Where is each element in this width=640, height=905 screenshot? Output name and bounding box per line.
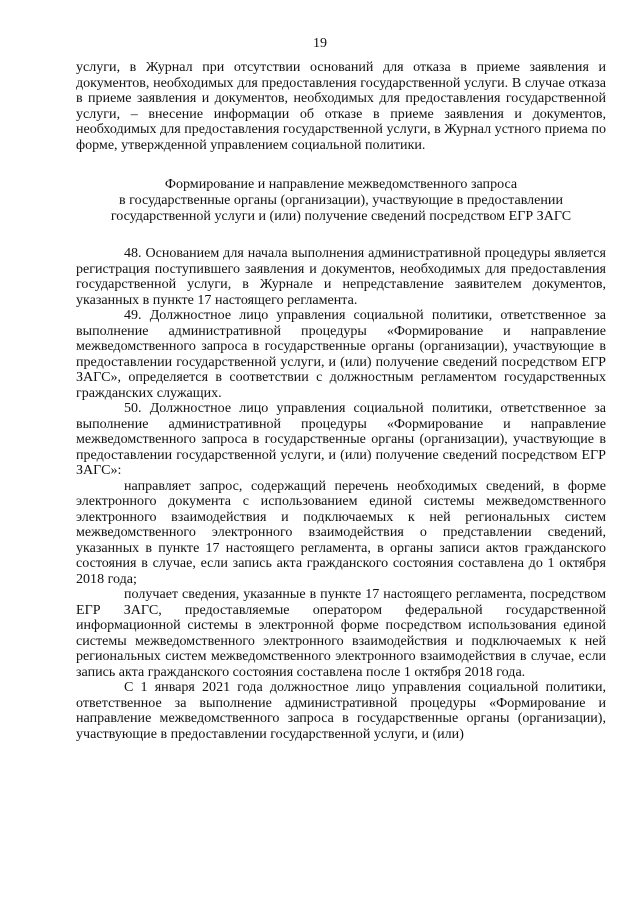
section-heading <box>76 177 606 224</box>
paragraph-2021: С 1 января 2021 года должностное лицо управления социальной политики, ответственное за выполнение административной процедуры «Формирование и направление межведомственного запроса в государственные органы (организации), участвующие в предоставлении государственной услуги, и (или) <box>76 679 606 742</box>
section-heading-line-2: в государственные органы (организации), участвующие в предоставлении <box>119 191 563 208</box>
paragraph-48: 48. Основанием для начала выполнения административной процедуры является регистрация поступившего заявления и документов, необходимых для предоставления государственной услуги, в Журнале и непредставление заявителем документов, указанных в пункте 17 настоящего регламента. <box>76 245 606 308</box>
section-heading-line-1: Формирование и направление межведомственного запроса <box>164 176 518 192</box>
paragraph-49: 49. Должностное лицо управления социальной политики, ответственное за выполнение административной процедуры «Формирование и направление межведомственного запроса в государственные органы (организации), участвующие в предоставлении государственной услуги, и (или) получение сведений посредством ЕГР ЗАГС», определяется в соответствии с должностным регламентом государственных гражданских служащих. <box>76 307 606 401</box>
section-heading-line-3: государственной услуги и (или) получение сведений посредством ЕГР ЗАГС <box>110 207 572 224</box>
paragraph-receive: получает сведения, указанные в пункте 17 настоящего регламента, посредством ЕГР ЗАГС, предоставляемые оператором федеральной государственной информационной системы в электронной форме посредством использования единой системы межведомственного электронного взаимодействия и подключаемых к ней региональных систем межведомственного электронного взаимодействия в случае, если запись акта гражданского состояния составлена после 1 октября 2018 года. <box>76 586 606 680</box>
paragraph-50: 50. Должностное лицо управления социальной политики, ответственное за выполнение административной процедуры «Формирование и направление межведомственного запроса в государственные органы (организации), участвующие в предоставлении государственной услуги, и (или) получение сведений посредством ЕГР ЗАГС»: <box>76 400 606 479</box>
page-number: 19 <box>313 36 327 51</box>
page-content <box>76 60 606 742</box>
intro-paragraph: услуги, в Журнал при отсутствии оснований для отказа в приеме заявления и документов, необходимых для предоставления государственной услуги. В случае отказа в приеме заявления и документов, необходимых для предоставления государственной услуги, – внесение информации об отказе в приеме заявления и документов, необходимых для предоставления государственной услуги, в Журнал устного приема по форме, утвержденной управлением социальной политики. <box>76 59 606 153</box>
paragraph-request: направляет запрос, содержащий перечень необходимых сведений, в форме электронного документа с использованием единой системы межведомственного электронного взаимодействия и подключаемых к ней региональных систем межведомственного электронного взаимодействия о представлении сведений, указанных в пункте 17 настоящего регламента, в органы записи актов гражданского состояния в случае, если запись акта гражданского состояния составлена до 1 октября 2018 года; <box>76 477 606 587</box>
